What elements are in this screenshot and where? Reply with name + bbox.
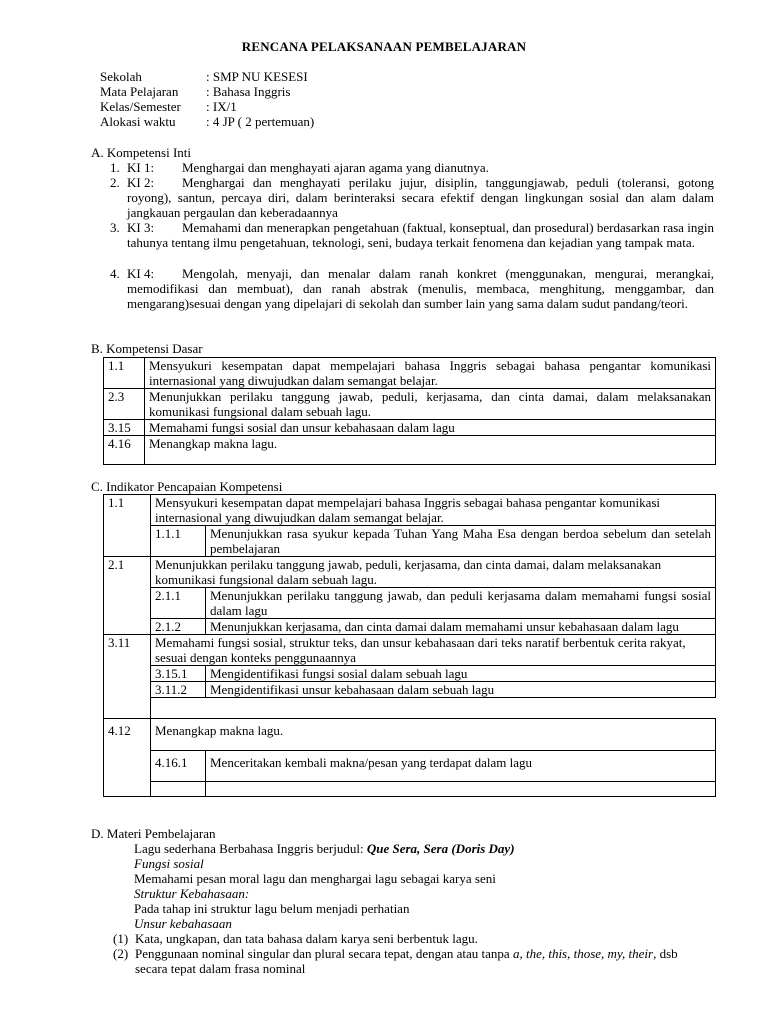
kd-text: Menunjukkan perilaku tanggung jawab, peduli, kerjasama, dan cinta damai, dalam melaksanakan komunikasi fungsional dalam sebuah lagu. <box>151 557 716 588</box>
kd-text: Memahami fungsi sosial, struktur teks, dan unsur kebahasaan dari teks naratif berbentuk cerita rakyat, sesuai dengan konteks penggunaannya <box>151 635 716 666</box>
table-row <box>104 358 716 389</box>
section-d-heading: D. Materi Pembelajaran <box>91 826 216 841</box>
indicator-text: Mengidentifikasi unsur kebahasaan dalam sebuah lagu <box>206 682 716 698</box>
table-row <box>104 751 716 782</box>
table-row <box>104 666 716 682</box>
indicator-code: 4.16.1 <box>151 751 206 782</box>
table-row <box>104 588 716 619</box>
indicator-text: Menunjukkan kerjasama, dan cinta damai dalam memahami unsur kebahasaan dalam lagu <box>206 619 716 635</box>
unsur-label: Unsur kebahasaan <box>134 916 232 931</box>
kd-text: Mensyukuri kesempatan dapat mempelajari bahasa Inggris sebagai bahasa pengantar komunikasi internasional yang diwujudkan dalam semangat belajar. <box>145 358 716 389</box>
table-row <box>104 389 716 420</box>
ki-item: 1. KI 1: Menghargai dan menghayati ajaran agama yang dianutnya. <box>110 160 489 175</box>
spacer-cell <box>151 698 716 719</box>
table-row <box>104 420 716 436</box>
kd-code: 1.1 <box>104 495 151 557</box>
fungsi-text: Memahami pesan moral lagu dan menghargai lagu sebagai karya seni <box>134 871 496 886</box>
kompetensi-dasar-table <box>103 357 716 465</box>
section-c-heading: C. Indikator Pencapaian Kompetensi <box>91 479 283 494</box>
kd-text: Menangkap makna lagu. <box>151 719 716 751</box>
kd-code: 2.1 <box>104 557 151 635</box>
struktur-text: Pada tahap ini struktur lagu belum menjadi perhatian <box>134 901 410 916</box>
table-row <box>104 682 716 698</box>
kd-code: 2.3 <box>104 389 145 420</box>
ki-item: 4. KI 4: Mengolah, menyaji, dan menalar dalam ranah konkret (menggunakan, mengurai, merangkai, memodifikasi dan membuat), dan ranah abstrak (menulis, membaca, menghitung, menggambar, dan mengarang)sesuai dengan yang dipelajari di sekolah dan sumber lain yang sama dalam sudut pandang/teori. <box>110 266 714 311</box>
section-a-heading: A. Kompetensi Inti <box>91 145 192 160</box>
indicator-code: 2.1.2 <box>151 619 206 635</box>
table-row <box>104 526 716 557</box>
table-row <box>104 698 716 719</box>
song-title: Que Sera, Sera (Doris Day) <box>366 841 515 856</box>
indicator-text: Menceritakan kembali makna/pesan yang terdapat dalam lagu <box>206 751 716 782</box>
ki-item: 3. KI 3: Memahami dan menerapkan pengetahuan (faktual, konseptual, dan prosedural) berdasarkan rasa ingin tahunya tentang ilmu pengetahuan, teknologi, seni, budaya terkait fenomena dan kejadian yang tampak mata. <box>110 220 714 250</box>
struktur-label: Struktur Kebahasaan: <box>134 886 250 901</box>
indikator-table <box>103 494 716 797</box>
kd-text: Menangkap makna lagu. <box>145 436 716 465</box>
table-row <box>104 495 716 526</box>
kd-text: Memahami fungsi sosial dan unsur kebahasaan dalam lagu <box>145 420 716 436</box>
indicator-code: 3.15.1 <box>151 666 206 682</box>
table-row <box>104 619 716 635</box>
indicator-code: 3.11.2 <box>151 682 206 698</box>
list-item: (1) Kata, ungkapan, dan tata bahasa dalam karya seni berbentuk lagu. <box>113 931 478 946</box>
material-intro: Lagu sederhana Berbahasa Inggris berjudul: Que Sera, Sera (Doris Day) <box>134 841 515 856</box>
indicator-text: Menunjukkan perilaku tanggung jawab, dan peduli kerjasama dalam memahami fungsi sosial dalam lagu <box>206 588 716 619</box>
kd-code: 4.12 <box>104 719 151 797</box>
section-b-heading: B. Kompetensi Dasar <box>91 341 203 356</box>
fungsi-label: Fungsi sosial <box>134 856 204 871</box>
kd-text: Mensyukuri kesempatan dapat mempelajari bahasa Inggris sebagai bahasa pengantar komunikasi internasional yang diwujudkan dalam semangat belajar. <box>151 495 716 526</box>
kd-code: 3.11 <box>104 635 151 719</box>
indicator-code: 2.1.1 <box>151 588 206 619</box>
table-row <box>104 719 716 751</box>
table-row <box>104 782 716 797</box>
empty-cell <box>206 782 716 797</box>
kd-text: Menunjukkan perilaku tanggung jawab, peduli, kerjasama, dan cinta damai, dalam melaksanakan komunikasi fungsional dalam sebuah lagu. <box>145 389 716 420</box>
table-row <box>104 557 716 588</box>
table-row <box>104 436 716 465</box>
document-title: RENCANA PELAKSANAAN PEMBELAJARAN <box>241 39 527 54</box>
list-item: (2) Penggunaan nominal singular dan plural secara tepat, dengan atau tanpa a, the, this, those, my, their, dsb secara tepat dalam frasa nominal <box>113 946 678 976</box>
empty-cell <box>151 782 206 797</box>
ki-item: 2. KI 2: Menghargai dan menghayati perilaku jujur, disiplin, tanggungjawab, peduli (toleransi, gotong royong), santun, percaya diri, dalam berinteraksi secara efektif dengan lingkungan sosial dan alam dalam jangkauan pergaulan dan keberadaannya <box>110 175 714 220</box>
indicator-text: Menunjukkan rasa syukur kepada Tuhan Yang Maha Esa dengan berdoa sebelum dan setelah pembelajaran <box>206 526 716 557</box>
kd-code: 1.1 <box>104 358 145 389</box>
kd-code: 3.15 <box>104 420 145 436</box>
indicator-code: 1.1.1 <box>151 526 206 557</box>
indicator-text: Mengidentifikasi fungsi sosial dalam sebuah lagu <box>206 666 716 682</box>
kd-code: 4.16 <box>104 436 145 465</box>
table-row <box>104 635 716 666</box>
